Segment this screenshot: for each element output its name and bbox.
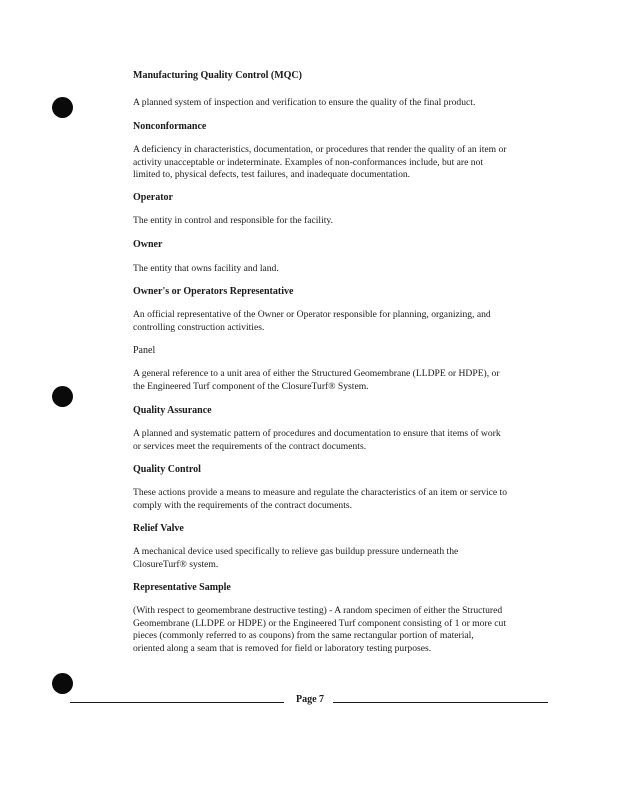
term-definition: A mechanical device used specifically to relieve gas buildup pressure underneath the ClosureTurf® system. [133, 546, 459, 570]
definition-entry [133, 464, 553, 511]
term-heading: Operator [133, 192, 173, 203]
term-heading: Nonconformance [133, 121, 207, 132]
definition-entry [133, 121, 553, 181]
definition-entry [133, 70, 553, 108]
term-definition: (With respect to geomembrane destructive testing) - A random specimen of either the Structured Geomembrane (LLDPE or HDPE) or the Engineered Turf component consisting of 1 or more cut pieces (commonly referred to as coupons) from the same rectangular portion of material, oriented along a seam that is removed for field or laboratory testing purposes. [133, 605, 507, 654]
term-heading: Quality Assurance [133, 405, 212, 416]
definition-entry [133, 405, 553, 452]
term-heading: Representative Sample [133, 582, 231, 593]
definition-entry [133, 523, 553, 570]
definition-entry [133, 345, 553, 392]
term-definition: These actions provide a means to measure and regulate the characteristics of an item or service to comply with the requirements of the contract documents. [133, 487, 508, 511]
definition-entry [133, 286, 553, 333]
term-heading: Relief Valve [133, 523, 184, 534]
term-heading: Quality Control [133, 464, 201, 475]
definition-entry [133, 192, 553, 226]
footer-rule-left [70, 702, 284, 703]
term-definition: A planned system of inspection and verification to ensure the quality of the final product. [133, 97, 476, 108]
term-definition: The entity that owns facility and land. [133, 263, 279, 274]
term-heading: Owner's or Operators Representative [133, 286, 294, 297]
term-heading: Owner [133, 239, 163, 250]
term-definition: The entity in control and responsible for the facility. [133, 215, 333, 226]
punch-hole-bottom [52, 673, 73, 694]
term-definition: An official representative of the Owner or Operator responsible for planning, organizing, and controlling construction activities. [133, 309, 491, 333]
footer-rule-right [333, 702, 548, 703]
term-heading: Manufacturing Quality Control (MQC) [133, 70, 302, 81]
page-number: Page 7 [295, 694, 325, 705]
term-definition: A planned and systematic pattern of procedures and documentation to ensure that items of work or services meet the requirements of the contract documents. [133, 428, 501, 452]
term-definition: A deficiency in characteristics, documentation, or procedures that render the quality of an item or activity unacceptable or indeterminate. Examples of non-conformances include, but are not limited to, physical defects, test failures, and inadequate documentation. [133, 144, 507, 181]
page-footer [70, 692, 550, 712]
punch-hole-top [52, 97, 73, 118]
definition-entry [133, 582, 553, 654]
definition-entry [133, 239, 553, 274]
term-heading: Panel [133, 345, 156, 356]
term-definition: A general reference to a unit area of either the Structured Geomembrane (LLDPE or HDPE), or the Engineered Turf component of the ClosureTurf® System. [133, 368, 500, 392]
punch-hole-middle [52, 386, 73, 407]
